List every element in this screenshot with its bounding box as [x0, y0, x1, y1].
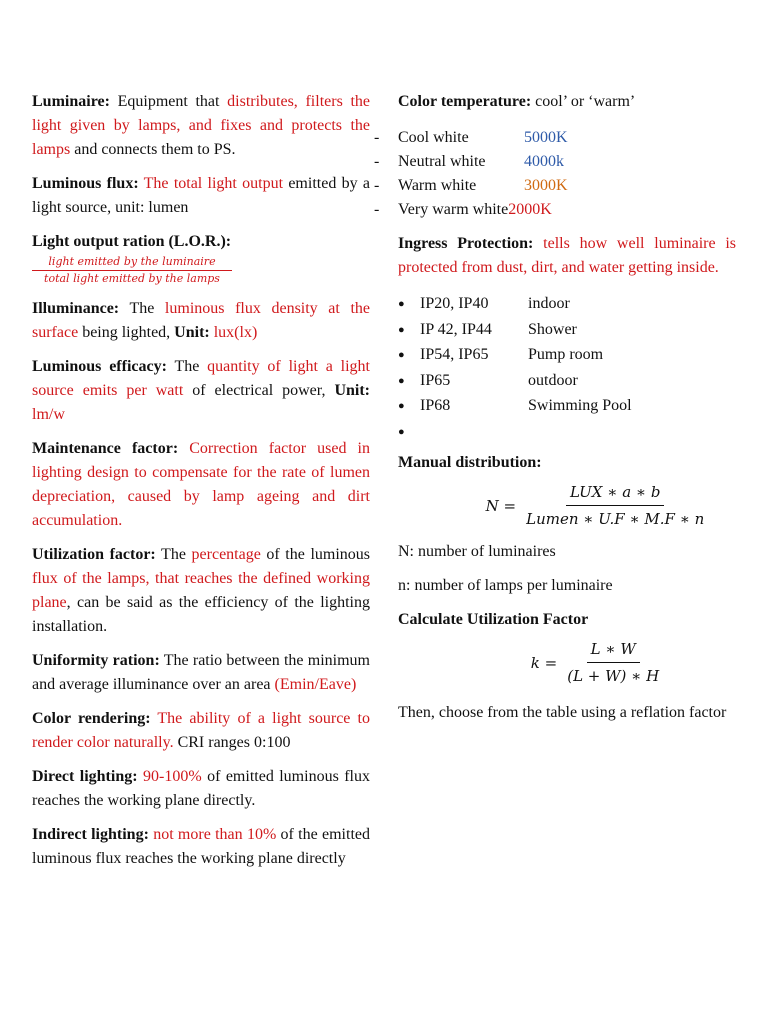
term-uniformity-ration: Uniformity ration: — [32, 652, 160, 669]
term-ingress-protection: Ingress Protection: — [398, 235, 534, 252]
list-item-empty — [398, 420, 736, 446]
note-luminaires: N: number of luminaires — [398, 543, 556, 560]
equation-denominator: Lumen ∗ U.F ∗ M.F ∗ n — [526, 510, 705, 528]
note-reflation-factor: Then, choose from the table using a reflation factor — [398, 704, 727, 721]
term-maintenance-factor: Maintenance factor: — [32, 440, 179, 457]
definition-lor — [32, 230, 370, 287]
color-temperature-list — [374, 126, 736, 222]
term-luminaire: Luminaire: — [32, 93, 110, 110]
list-item: ● IP68 Swimming Pool — [398, 394, 736, 420]
term-direct-lighting: Direct lighting: — [32, 768, 138, 785]
right-column — [374, 90, 737, 735]
manual-distribution-equation — [458, 481, 736, 530]
equation-lhs: N = — [485, 496, 517, 515]
equation-numerator: LUX ∗ a ∗ b — [566, 481, 664, 506]
list-item: ● IP 42, IP44 Shower — [398, 318, 736, 344]
term-utilization-factor: Utilization factor: — [32, 546, 156, 563]
definition-color-temperature: Color temperature: cool’ or ‘warm’ — [398, 93, 636, 110]
color-temp-row: - Neutral white 4000k — [374, 153, 564, 170]
lor-denominator: total light emitted by the lamps — [44, 272, 220, 285]
equation-fraction — [563, 638, 663, 687]
term-color-temperature: Color temperature: — [398, 93, 532, 110]
note-lamps: n: number of lamps per luminaire — [398, 577, 613, 594]
definition-maintenance-factor: Maintenance factor: Correction factor used in lighting design to compensate for the rate of lumen depreciation, caused by lamp ageing and dirt accumulation. — [32, 440, 371, 529]
color-temp-row: - Cool white 5000K — [374, 129, 568, 146]
equation-fraction — [522, 481, 708, 530]
lor-numerator: light emitted by the luminaire — [32, 254, 232, 271]
definition-uniformity-ration: Uniformity ration: The ratio between the minimum and average illuminance over an area (Emin/Eave) — [32, 652, 371, 693]
term-color-rendering: Color rendering: — [32, 710, 151, 727]
term-luminous-efficacy: Luminous efficacy: — [32, 358, 167, 375]
definition-luminous-flux: Luminous flux: The total light output emitted by a light source, unit: lumen — [32, 175, 370, 216]
term-luminous-flux: Luminous flux: — [32, 175, 139, 192]
definition-direct-lighting: Direct lighting: 90-100% of emitted luminous flux reaches the working plane directly. — [32, 768, 371, 809]
manual-distribution-title: Manual distribution: — [398, 454, 542, 471]
definition-indirect-lighting: Indirect lighting: not more than 10% of the emitted luminous flux reaches the working plane directly — [32, 826, 370, 867]
calc-utilization-title: Calculate Utilization Factor — [398, 611, 589, 628]
term-indirect-lighting: Indirect lighting: — [32, 826, 149, 843]
color-temp-row: - Very warm white2000K — [374, 201, 552, 218]
utilization-equation — [458, 638, 736, 687]
equation-numerator: L ∗ W — [587, 638, 640, 663]
list-item: ● IP65 outdoor — [398, 369, 736, 395]
list-item: ● IP54, IP65 Pump room — [398, 343, 736, 369]
lor-fraction — [32, 254, 232, 287]
ip-list — [398, 292, 736, 445]
list-item: ● IP20, IP40 indoor — [398, 292, 736, 318]
equation-denominator: (L + W) ∗ H — [567, 667, 660, 685]
definition-utilization-factor: Utilization factor: The percentage of the luminous flux of the lamps, that reaches the defined working plane, can be said as the efficiency of the lighting installation. — [32, 546, 371, 635]
term-lor: Light output ration (L.O.R.): — [32, 233, 232, 250]
definition-luminaire: Luminaire: Equipment that distributes, filters the light given by lamps, and fixes and protects the lamps and connects them to PS. — [32, 93, 371, 158]
definition-illuminance: Illuminance: The luminous flux density at the surface being lighted, Unit: lux(lx) — [32, 300, 370, 341]
left-column — [32, 90, 370, 881]
term-illuminance: Illuminance: — [32, 300, 120, 317]
definition-color-rendering: Color rendering: The ability of a light source to render color naturally. CRI ranges 0:100 — [32, 710, 370, 751]
color-temp-row: - Warm white 3000K — [374, 177, 568, 194]
definition-ingress-protection: Ingress Protection: tells how well luminaire is protected from dust, dirt, and water getting inside. — [398, 235, 737, 276]
definition-luminous-efficacy: Luminous efficacy: The quantity of light a light source emits per watt of electrical power, Unit: lm/w — [32, 358, 370, 423]
equation-lhs: k = — [530, 653, 558, 672]
